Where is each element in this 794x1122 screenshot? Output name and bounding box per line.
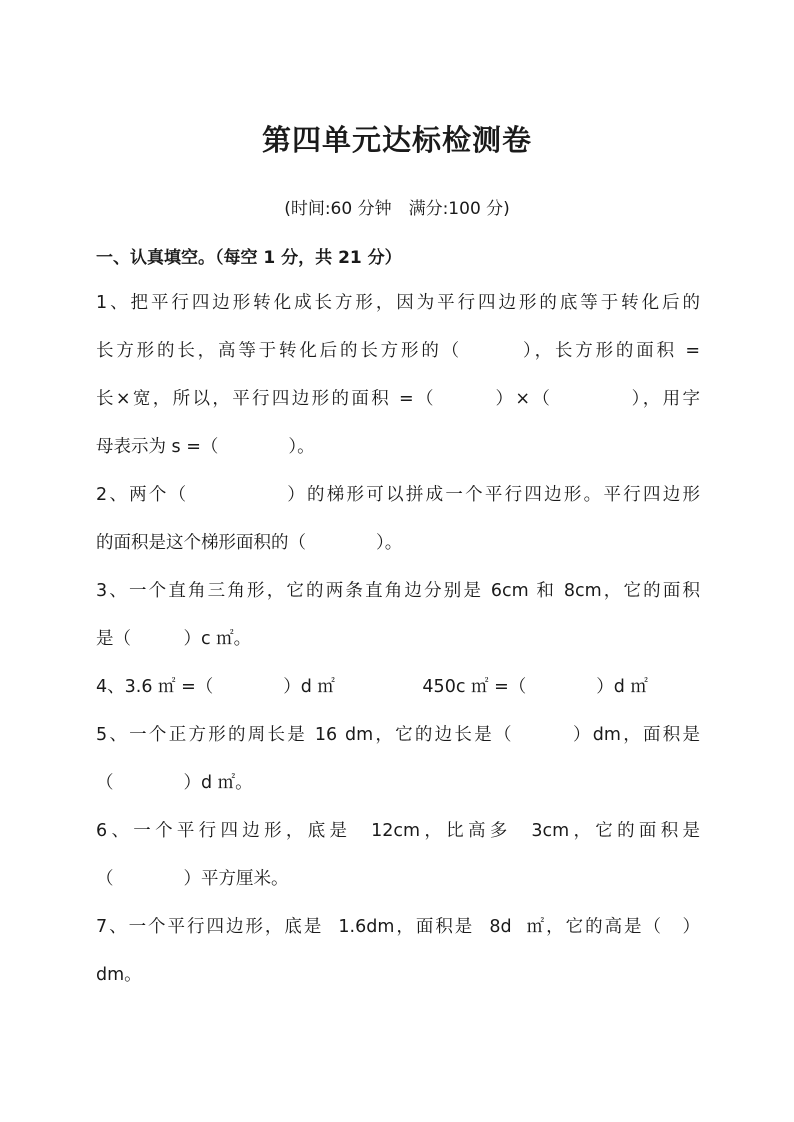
question-2-line-2: 的面积是这个梯形面积的（ ）。: [96, 533, 403, 553]
question-3-line-1: 3、一个直角三角形，它的两条直角边分别是 6cm 和 8cm，它的面积: [96, 581, 700, 601]
question-7-line-1: 7、一个平行四边形，底是 1.6dm，面积是 8d ㎡，它的高是（ ）: [96, 917, 700, 937]
question-5-line-2: （ ）d ㎡。: [96, 773, 253, 793]
question-6-line-2: （ ）平方厘米。: [96, 869, 289, 889]
question-1-line-4: 母表示为 s =（ ）。: [96, 437, 315, 457]
section-heading: 一、认真填空。（每空 1 分，共 21 分）: [96, 248, 402, 268]
question-1-line-1: 1、把平行四边形转化成长方形，因为平行四边形的底等于转化后的: [96, 293, 700, 313]
question-3-line-2: 是（ ）c ㎡。: [96, 629, 252, 649]
question-5-line-1: 5、一个正方形的周长是 16 dm，它的边长是（ ）dm，面积是: [96, 725, 700, 745]
question-1-line-3: 长×宽，所以，平行四边形的面积 =（ ）×（ ），用字: [96, 389, 700, 409]
question-7-line-2: dm。: [96, 965, 142, 985]
question-6-line-1: 6、一个平行四边形，底是 12cm，比高多 3cm，它的面积是: [96, 821, 700, 841]
question-1-line-2: 长方形的长，高等于转化后的长方形的（ ），长方形的面积 =: [96, 341, 700, 361]
exam-info: (时间:60 分钟 满分:100 分): [284, 199, 510, 219]
question-2-line-1: 2、两个（ ）的梯形可以拼成一个平行四边形。平行四边形: [96, 485, 700, 505]
page-title: 第四单元达标检测卷: [261, 123, 532, 157]
question-4-line-1: 4、3.6 ㎡ =（ ）d ㎡ 450c ㎡ =（ ）d ㎡: [96, 677, 648, 697]
